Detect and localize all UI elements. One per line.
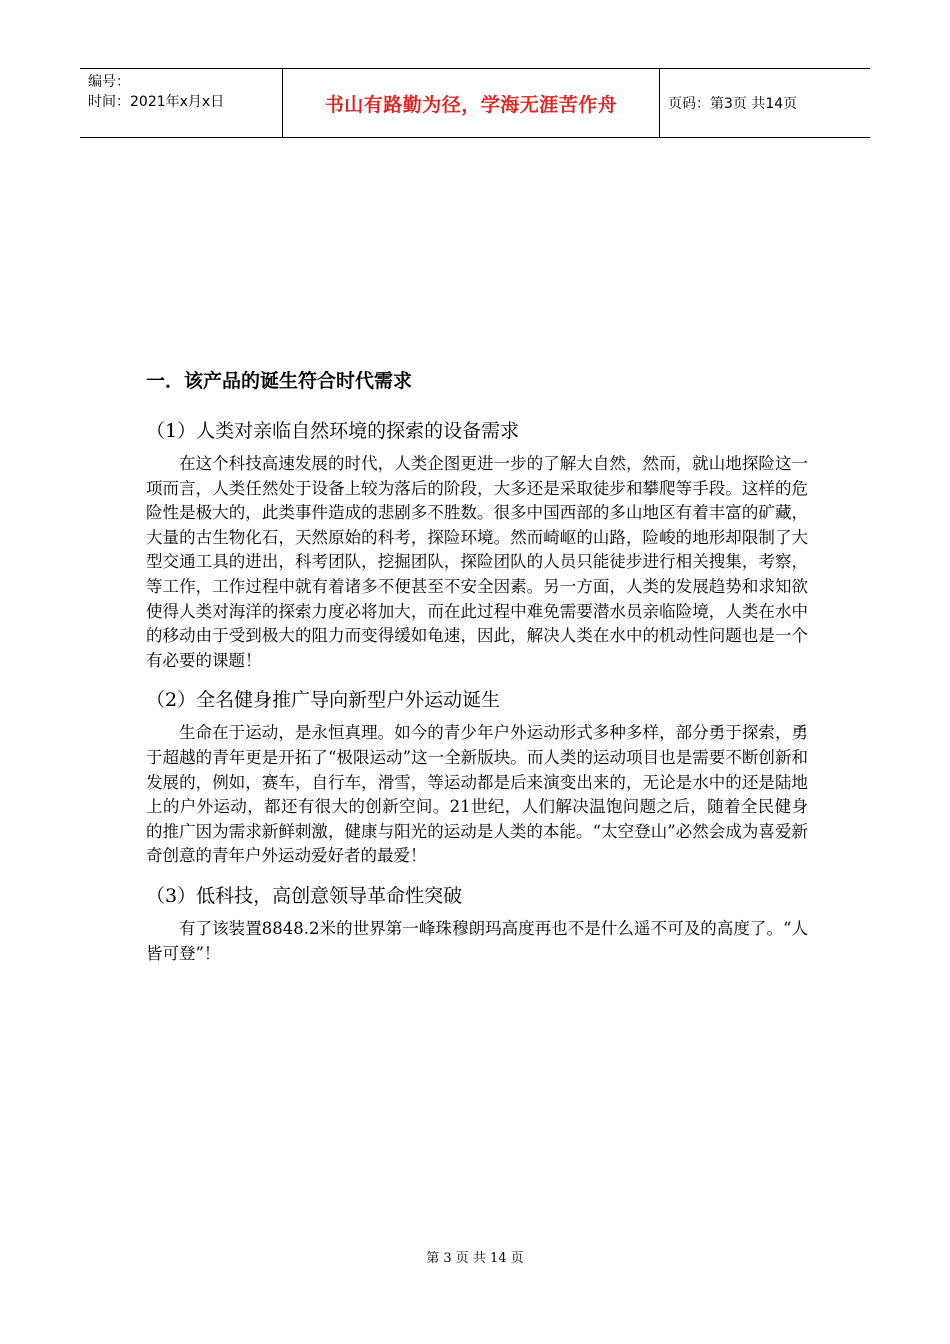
subsection-title-2: （2）全名健身推广导向新型户外运动诞生	[146, 689, 501, 712]
header-meta	[80, 69, 282, 137]
page-footer: 第 3 页 共 14 页	[426, 1251, 524, 1266]
header-motto: 书山有路勤为径，学海无涯苦作舟	[282, 69, 660, 137]
subsection-title-1: （1）人类对亲临自然环境的探索的设备需求	[146, 420, 520, 442]
subsection-paragraph-2: 生命在于运动，是永恒真理。如今的青少年户外运动形式多种多样，部分勇于探索，勇于超越的青年更是开拓了“极限运动”这一全新版块。而人类的运动项目也是需要不断创新和发展的，例如，赛车，自行车，滑雪，等运动都是后来演变出来的，无论是水中的还是陆地上的户外运动，都还有很大的创新空间。21世纪，人们解决温饱问题之后，随着全民健身的推广因为需求新鲜刺激，健康与阳光的运动是人类的本能。“太空登山”必然会成为喜爱新奇创意的青年户外运动爱好者的最爱！	[146, 723, 808, 866]
subsection-paragraph-3: 有了该装置8848.2米的世界第一峰珠穆朗玛高度再也不是什么遥不可及的高度了。“人皆可登”！	[146, 918, 808, 963]
section-title: 一．该产品的诞生符合时代需求	[146, 370, 413, 392]
page-header	[80, 68, 870, 138]
document-time-label: 时间：2021年x月x日	[88, 94, 225, 110]
subsection-title-3: （3）低科技，高创意领导革命性突破	[146, 884, 463, 907]
document-number-label: 编号：	[88, 74, 130, 90]
header-page-info: 页码：第3页 共14页	[668, 96, 798, 112]
document-body	[146, 366, 808, 978]
subsection-paragraph-1: 在这个科技高速发展的时代，人类企图更进一步的了解大自然，然而，就山地探险这一项而言，人类任然处于设备上较为落后的阶段，大多还是采取徒步和攀爬等手段。这样的危险性是极大的，此类事件造成的悲剧多不胜数。很多中国西部的多山地区有着丰富的矿藏，大量的古生物化石，天然原始的科考，探险环境。然而崎岖的山路，险峻的地形却限制了大型交通工具的进出，科考团队，挖掘团队，探险团队的人员只能徒步进行相关搜集，考察，等工作，工作过程中就有着诸多不便甚至不安全因素。另一方面，人类的发展趋势和求知欲使得人类对海洋的探索力度必将加大，而在此过程中难免需要潜水员亲临险境，人类在水中的移动由于受到极大的阻力而变得缓如龟速，因此，解决人类在水中的机动性问题也是一个有必要的课题！	[146, 454, 808, 670]
